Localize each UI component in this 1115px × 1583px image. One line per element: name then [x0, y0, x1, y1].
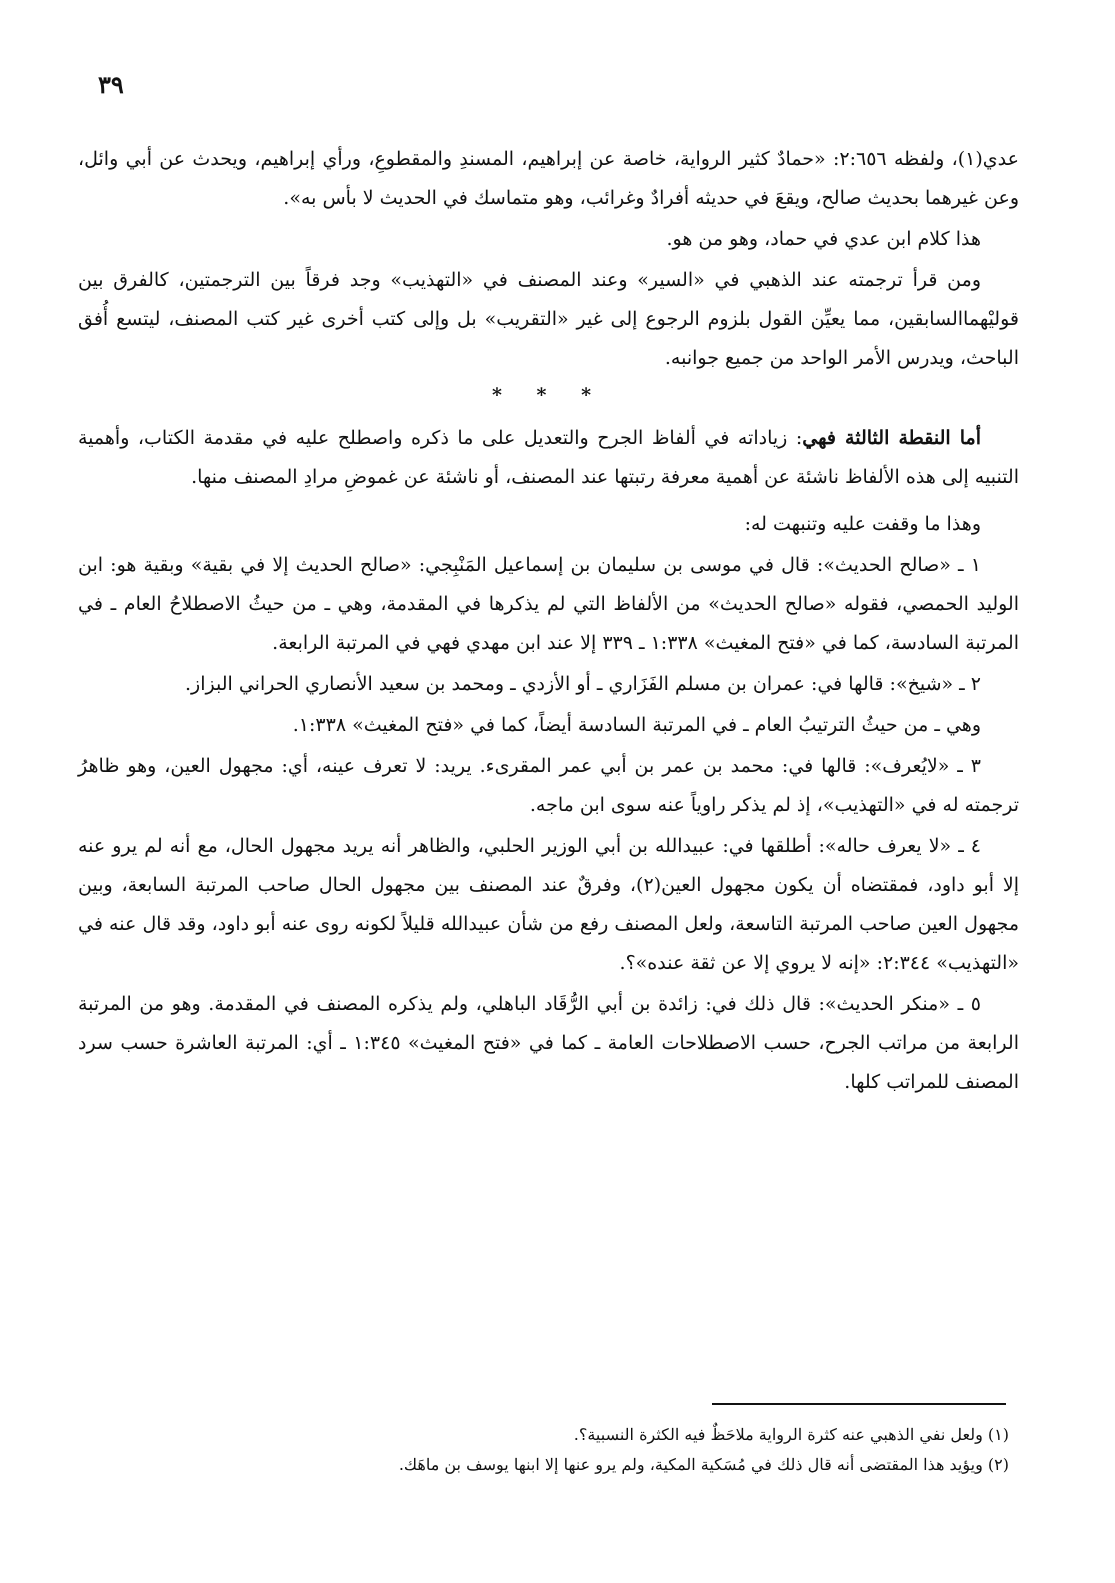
- list-item-5: ٥ ـ «منكر الحديث»: قال ذلك في: زائدة بن أبي الرُّقَاد الباهلي، ولم يذكره المصنف في المقدمة. وهو من المرتبة الرابعة من مراتب الجرح، حسب الاصطلاحات العامة ـ كما في «فتح المغيث» ١:٣٤٥ ـ أي: المرتبة العاشرة حسب سرد المصنف للمراتب كلها.: [78, 993, 1019, 1093]
- list-item-4: ٤ ـ «لا يعرف حاله»: أطلقها في: عبيدالله بن أبي الوزير الحلبي، والظاهر أنه يريد مجهول الحال، مع أنه لم يرو عنه إلا أبو داود، فمقتضاه أن يكون مجهول العين(٢)، وفرقٌ عند المصنف بين مجهول الحال صاحب المرتبة السابعة، وبين مجهول العين صاحب المرتبة التاسعة، ولعل المصنف رفع من شأن عبيدالله قليلاً لكونه روى عنه أبو داود، وقد قال عنه في «التهذيب» ٢:٣٤٤: «إنه لا يروي إلا عن ثقة عنده»؟.: [78, 835, 1020, 974]
- paragraph-1: عدي(١)، ولفظه ٢:٦٥٦: «حمادٌ كثير الرواية، خاصة عن إبراهيم، المسندِ والمقطوعِ، ورأي إبراهيم، ويحدث عن أبي وائل، وعن غيرهما بحديث صالح، ويقعَ في حديثه أفرادٌ وغرائب، وهو متماسك في الحديث لا بأس به».: [78, 148, 1019, 209]
- footnote-separator: [712, 1403, 1006, 1405]
- list-item-1: ١ ـ «صالح الحديث»: قال في موسى بن سليمان بن إسماعيل المَنْبِجي: «صالح الحديث إلا في بقية» وبقية هو: ابن الوليد الحمصي، فقوله «صالح الحديث» من الألفاظ التي لم يذكرها في المقدمة، وهي ـ من حيثُ الاصطلاحُ العام ـ في المرتبة السادسة، كما في «فتح المغيث» ١:٣٣٨ ـ ٣٣٩ إلا عند ابن مهدي فهي في المرتبة الرابعة.: [78, 554, 1019, 654]
- paragraph-4-lead: أما النقطة الثالثة فهي: [802, 427, 981, 449]
- paragraph-3: ومن قرأ ترجمته عند الذهبي في «السير» وعند المصنف في «التهذيب» وجد فرقاً بين الترجمتين، كالفرق بين قوليْهماالسابقين، مما يعيِّن القول بلزوم الرجوع إلى غير «التقريب» بل وإلى كتب أخرى غير كتب المصنف، ليتسع أُفق الباحث، ويدرس الأمر الواحد من جميع جوانبه.: [78, 269, 1019, 369]
- main-text: [78, 140, 1019, 1104]
- footnotes: [200, 1420, 1009, 1480]
- paragraph-5: وهذا ما وقفت عليه وتنبهت له:: [744, 513, 981, 535]
- list-item-2-continued: وهي ـ من حيثُ الترتيبُ العام ـ في المرتبة السادسة أيضاً، كما في «فتح المغيث» ١:٣٣٨.: [292, 714, 981, 736]
- list-item-2: ٢ ـ «شيخ»: قالها في: عمران بن مسلم الفَزَاري ـ أو الأزدي ـ ومحمد بن سعيد الأنصاري الحراني البزاز.: [185, 673, 981, 695]
- paragraph-4: [78, 419, 1019, 497]
- paragraph-4-rest: : زياداته في ألفاظ الجرح والتعديل على ما ذكره واصطلح عليه في مقدمة الكتاب، وأهمية التنبيه إلى هذه الألفاظ ناشئة عن أهمية معرفة رتبتها عند المصنف، أو ناشئة عن غموضِ مرادِ المصنف منها.: [78, 427, 1019, 488]
- paragraph-2: هذا كلام ابن عدي في حماد، وهو من هو.: [666, 228, 981, 250]
- page-number: ٣٩: [98, 70, 124, 99]
- footnote-1: (١) ولعل نفي الذهبي عنه كثرة الرواية ملاحَظٌ فيه الكثرة النسبية؟.: [573, 1425, 1009, 1444]
- section-divider: * * *: [491, 384, 606, 406]
- list-item-3: ٣ ـ «لايُعرف»: قالها في: محمد بن عمر بن أبي عمر المقرىء. يريد: لا تعرف عينه، أي: مجهول العين، وهو ظاهرُ ترجمته له في «التهذيب»، إذ لم يذكر راوياً عنه سوى ابن ماجه.: [78, 755, 1019, 816]
- footnote-2: (٢) ويؤيد هذا المقتضى أنه قال ذلك في مُسَكية المكية، ولم يرو عنها إلا ابنها يوسف بن ماهَك.: [398, 1455, 1009, 1474]
